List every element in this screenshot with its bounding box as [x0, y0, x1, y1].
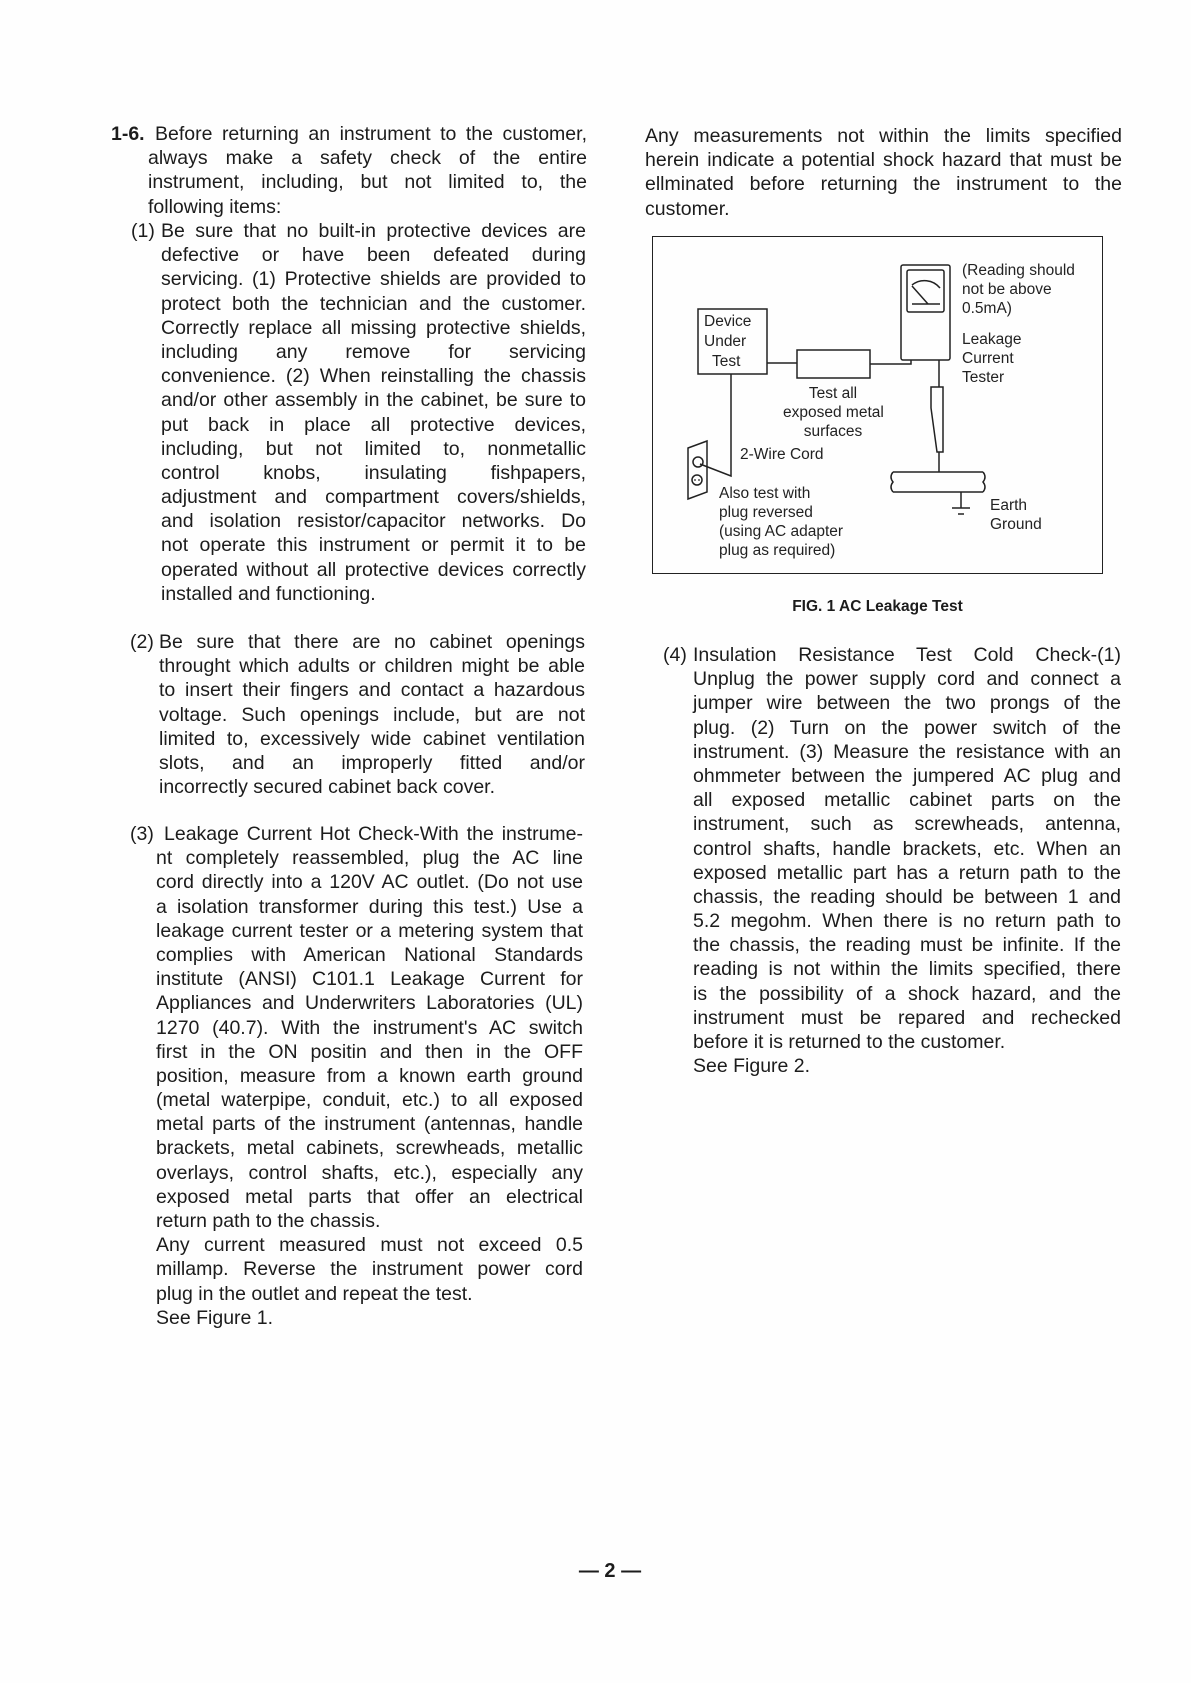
text-line: exposed metal parts that offer an electrical [156, 1185, 583, 1208]
text-line: nt completely reassembled, plug the AC line [156, 847, 583, 870]
text-line: including any remove for servicing [161, 340, 586, 363]
item-label: (2) [130, 631, 154, 653]
text-line: return path to the chassis. [156, 1210, 381, 1232]
text-line: control shafts, handle brackets, etc. When an [693, 837, 1121, 860]
text-line: and/or other assembly in the cabinet, be sure to [161, 389, 586, 412]
text-line: customer. [645, 197, 730, 220]
text-line: brackets, metal cabinets, screwheads, metallic [156, 1137, 583, 1160]
text-line: control knobs, insulating fishpapers, [161, 461, 586, 484]
text-line: instrument, including, but not limited to, the [148, 171, 587, 194]
text-line: See Figure 2. [693, 1055, 811, 1078]
text-line: before it is returned to the customer. [693, 1031, 1006, 1053]
text-line: including, but not limited to, nonmetallic [161, 437, 586, 460]
ac-outlet-icon [688, 441, 707, 499]
text-line: convenience. (2) When reinstalling the chassis [161, 365, 586, 388]
text-line: instrument must be repared and rechecked [693, 1006, 1121, 1029]
text-line: institute (ANSI) C101.1 Leakage Current for [156, 968, 583, 991]
leakage-tester-label: Leakage Current Tester [962, 331, 1022, 386]
text-line: ohmmeter between the jumpered AC plug and [693, 764, 1121, 787]
text-line: all exposed metallic cabinet parts on the [693, 789, 1121, 812]
text-line: is the possibility of a shock hazard, and the [693, 982, 1121, 1005]
water-pipe-icon [891, 472, 985, 492]
text-line: defective or have been defeated during [161, 244, 586, 267]
text-line: first in the ON positin and then in the OFF [156, 1040, 583, 1063]
text-line: 5.2 megohm. When there is no return path to [693, 910, 1121, 933]
ground-clip-icon [931, 387, 943, 452]
item-label: (3) [130, 823, 154, 845]
text-line: Be sure that there are no cabinet openings [159, 631, 585, 653]
text-line: exposed metallic part has a return path to the [693, 861, 1121, 884]
text-line: Before returning an instrument to the customer, [155, 123, 587, 145]
text-line: plug in the outlet and repeat the test. [156, 1282, 473, 1305]
earth-ground-label: Earth Ground [990, 497, 1042, 533]
two-wire-cord-label: 2-Wire Cord [740, 446, 824, 463]
item-label: (1) [131, 220, 155, 242]
text-line: installed and functioning. [161, 582, 376, 605]
text-line: Insulation Resistance Test Cold Check-(1) [693, 644, 1121, 666]
reverse-plug-note: Also test with plug reversed (using AC adapter plug as required) [719, 485, 844, 559]
text-line: following items: [148, 195, 282, 218]
item-label: (4) [663, 644, 687, 666]
text-line: servicing. (1) Protective shields are provided to [161, 268, 586, 291]
text-line: a isolation transformer during this test.) Use a [156, 895, 583, 918]
item-4-text [693, 643, 1121, 1078]
text-line: plug. (2) Turn on the power switch of the [693, 716, 1121, 739]
text-line: not operate this instrument or permit it to be [161, 534, 586, 557]
text-line: to insert their fingers and contact a hazardous [159, 679, 585, 702]
text-line: adjustment and compartment covers/shields, [161, 486, 586, 509]
text-line: voltage. Such openings include, but are not [159, 703, 585, 726]
test-surfaces-label: Test all exposed metal surfaces [783, 385, 884, 440]
text-line: Any current measured must not exceed 0.5 [156, 1234, 583, 1257]
text-line: slots, and an improperly fitted and/or [159, 751, 585, 774]
section-number: 1-6. [111, 123, 145, 145]
text-line: throught which adults or children might be able [159, 655, 585, 678]
text-line: chassis, the reading should be between 1 and [693, 885, 1121, 908]
text-line: always make a safety check of the entire [148, 147, 587, 170]
text-line: overlays, control shafts, etc.), especially any [156, 1161, 583, 1184]
text-line: position, measure from a known earth ground [156, 1064, 583, 1087]
text-line: instrument, such as screwheads, antenna, [693, 813, 1121, 836]
text-line: millamp. Reverse the instrument power cord [156, 1258, 583, 1281]
text-line: Unplug the power supply cord and connect a [693, 668, 1121, 691]
text-line: See Figure 1. [156, 1306, 274, 1329]
device-under-test-label: Device Under Test [704, 313, 752, 370]
text-line: (metal waterpipe, conduit, etc.) to all exposed [156, 1089, 583, 1112]
text-line: 1270 (40.7). With the instrument's AC switch [156, 1016, 583, 1039]
test-probe-icon [797, 350, 870, 378]
text-line: limited to, excessively wide cabinet ventilation [159, 727, 585, 750]
text-line: metal parts of the instrument (antennas, handle [156, 1113, 583, 1136]
text-line: instrument. (3) Measure the resistance with an [693, 740, 1121, 763]
text-line: leakage current tester or a metering system that [156, 919, 583, 942]
text-line: operated without all protective devices correctly [161, 558, 586, 581]
text-line: Be sure that no built-in protective devices are [161, 220, 586, 242]
text-line: herein indicate a potential shock hazard that must be [645, 149, 1122, 172]
text-line: incorrectly secured cabinet back cover. [159, 776, 495, 799]
text-line: Any measurements not within the limits specified [645, 125, 1122, 147]
text-line: protect both the technician and the customer. [161, 292, 586, 315]
text-line: ellminated before returning the instrument to the [645, 173, 1122, 196]
text-line: and isolation resistor/capacitor networks. Do [161, 510, 586, 533]
figure-caption: FIG. 1 AC Leakage Test [792, 598, 963, 615]
text-line: Leakage Current Hot Check-With the instrume- [164, 823, 583, 845]
text-line: put back in place all protective devices, [161, 413, 586, 436]
text-line: cord directly into a 120V AC outlet. (Do not use [156, 871, 583, 894]
text-line: jumper wire between the two prongs of the [693, 692, 1121, 715]
page-number: — 2 — [578, 1560, 642, 1582]
text-line: the chassis, the reading must be infinite. If the [693, 934, 1121, 957]
text-line: complies with American National Standards [156, 943, 583, 966]
text-line: Correctly replace all missing protective shields, [161, 316, 586, 339]
text-line: Appliances and Underwriters Laboratories (UL) [156, 992, 583, 1015]
text-line: reading is not within the limits specified, there [693, 958, 1121, 981]
reading-limit-note: (Reading should not be above 0.5mA) [962, 262, 1075, 317]
